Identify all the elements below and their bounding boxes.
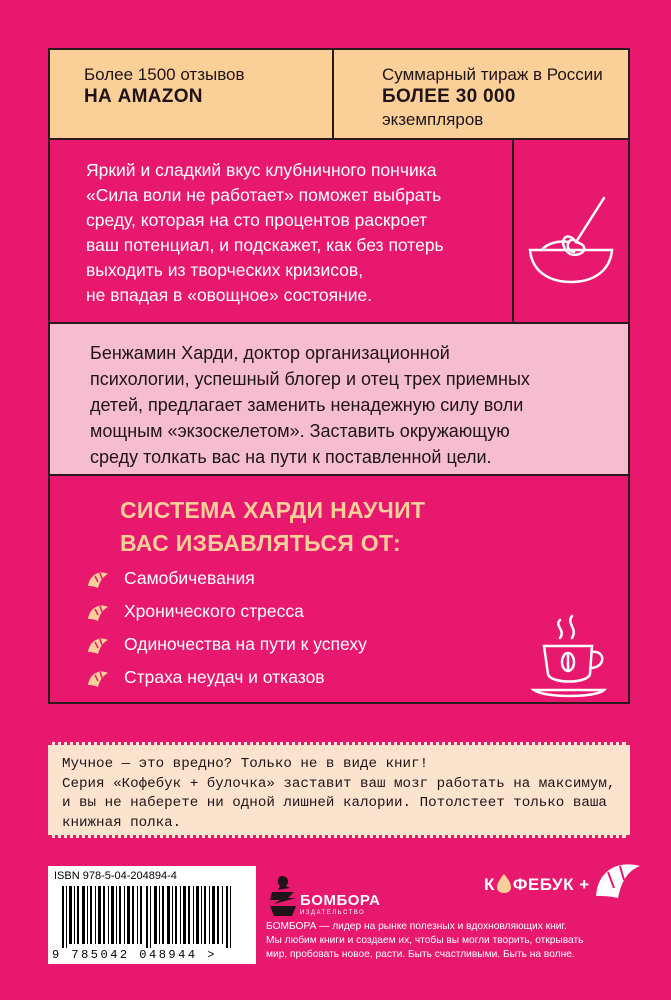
list-item-label: Одиночества на пути к успеху	[124, 634, 367, 654]
publisher-sub: ИЗДАТЕЛЬСТВО	[300, 910, 366, 916]
publisher-description-line: Мы любим книги и создаем их, чтобы вы могли творить, открывать	[266, 935, 584, 946]
coffee-cup-icon	[530, 612, 616, 702]
series-logo	[484, 872, 590, 895]
author-line: Бенжамин Харди, доктор организационной	[90, 343, 450, 363]
system-title	[120, 494, 425, 560]
whisk-bowl-icon	[526, 192, 616, 288]
publisher-description-line: БОМБОРА — лидер на рынке полезных и вдохновляющих книг.	[266, 921, 567, 932]
circulation-stat-line1: Суммарный тираж в России	[382, 65, 603, 84]
croissant-icon	[86, 667, 110, 689]
croissant-icon	[86, 601, 110, 623]
frame-left-line-top	[48, 140, 50, 322]
note-line: книжная полка.	[62, 814, 182, 831]
publisher-description	[266, 920, 630, 962]
author-text	[90, 340, 610, 470]
croissant-icon	[86, 634, 110, 656]
reviews-stat	[50, 50, 334, 138]
list-item-label: Самобичевания	[124, 568, 255, 588]
intro-line: ваш потенциал, и подскажет, как без потерь	[86, 235, 444, 255]
series-logo-part2: ФЕБУК +	[512, 875, 590, 894]
intro-line: не впадая в «овощное» состояние.	[86, 285, 373, 305]
frame-right-line-bottom	[628, 476, 630, 704]
intro-text	[86, 158, 516, 308]
intro-line: Яркий и сладкий вкус клубничного пончика	[86, 160, 437, 180]
circulation-stat	[334, 50, 628, 138]
intro-line: выходить из творческих кризисов,	[86, 260, 364, 280]
list-item-label: Хронического стресса	[124, 601, 304, 621]
publisher-name: БОМБОРА	[300, 892, 381, 909]
coffee-drop-icon	[495, 872, 513, 894]
author-block	[48, 322, 630, 476]
bombora-logo-icon	[268, 874, 298, 918]
croissant-icon	[592, 856, 644, 902]
isbn-label: ISBN 978-5-04-204894-4	[54, 870, 177, 882]
author-line: мощным «экзоскелетом». Заставить окружающую	[90, 421, 510, 441]
barcode	[48, 866, 256, 964]
reviews-stat-line1: Более 1500 отзывов	[84, 65, 245, 84]
series-note-text	[62, 755, 622, 833]
barcode-bars-icon	[62, 886, 242, 948]
series-logo-part1: К	[484, 875, 495, 894]
circulation-stat-line3: экземпляров	[382, 110, 484, 129]
author-line: среду толкать вас на пути к поставленной цели.	[90, 447, 492, 467]
intro-line: «Сила воли не работает» поможет выбрать	[86, 185, 442, 205]
list-item	[86, 628, 367, 661]
list-item	[86, 562, 367, 595]
frame-left-line-bottom	[48, 476, 50, 704]
system-title-line2: ВАС ИЗБАВЛЯТЬСЯ ОТ:	[120, 530, 401, 556]
barcode-number: 9 785042 048944 >	[52, 948, 217, 962]
note-line: и вы не наберете ни одной лишней калории. Потолстеет только ваша	[62, 795, 607, 811]
publisher-description-line: мир, пробовать новое, расти. Быть счастливыми. Быть на волне.	[266, 949, 575, 960]
croissant-icon	[86, 568, 110, 590]
note-line: Серия «Кофебук + булочка» заставит ваш мозг работать на максимум,	[62, 775, 616, 792]
list-item-label: Страха неудач и отказов	[124, 667, 325, 687]
author-line: психологии, успешный блогер и отец трех приемных	[90, 369, 530, 389]
list-item	[86, 661, 367, 694]
circulation-stat-line2: БОЛЕЕ 30 000	[382, 86, 516, 107]
note-line: Мучное — это вредно? Только не в виде книг!	[62, 756, 429, 772]
system-title-line1: СИСТЕМА ХАРДИ НАУЧИТ	[120, 497, 426, 523]
reviews-stat-line2: НА AMAZON	[84, 86, 203, 107]
frame-bottom-line	[48, 702, 630, 704]
series-note-box	[48, 742, 630, 838]
list-item	[86, 595, 367, 628]
author-line: детей, предлагает заменить ненадежную силу воли	[90, 395, 524, 415]
stats-box	[48, 48, 630, 140]
intro-line: среду, которая на сто процентов раскроет	[86, 210, 428, 230]
benefits-list	[86, 562, 367, 694]
frame-right-line-top	[628, 140, 630, 322]
